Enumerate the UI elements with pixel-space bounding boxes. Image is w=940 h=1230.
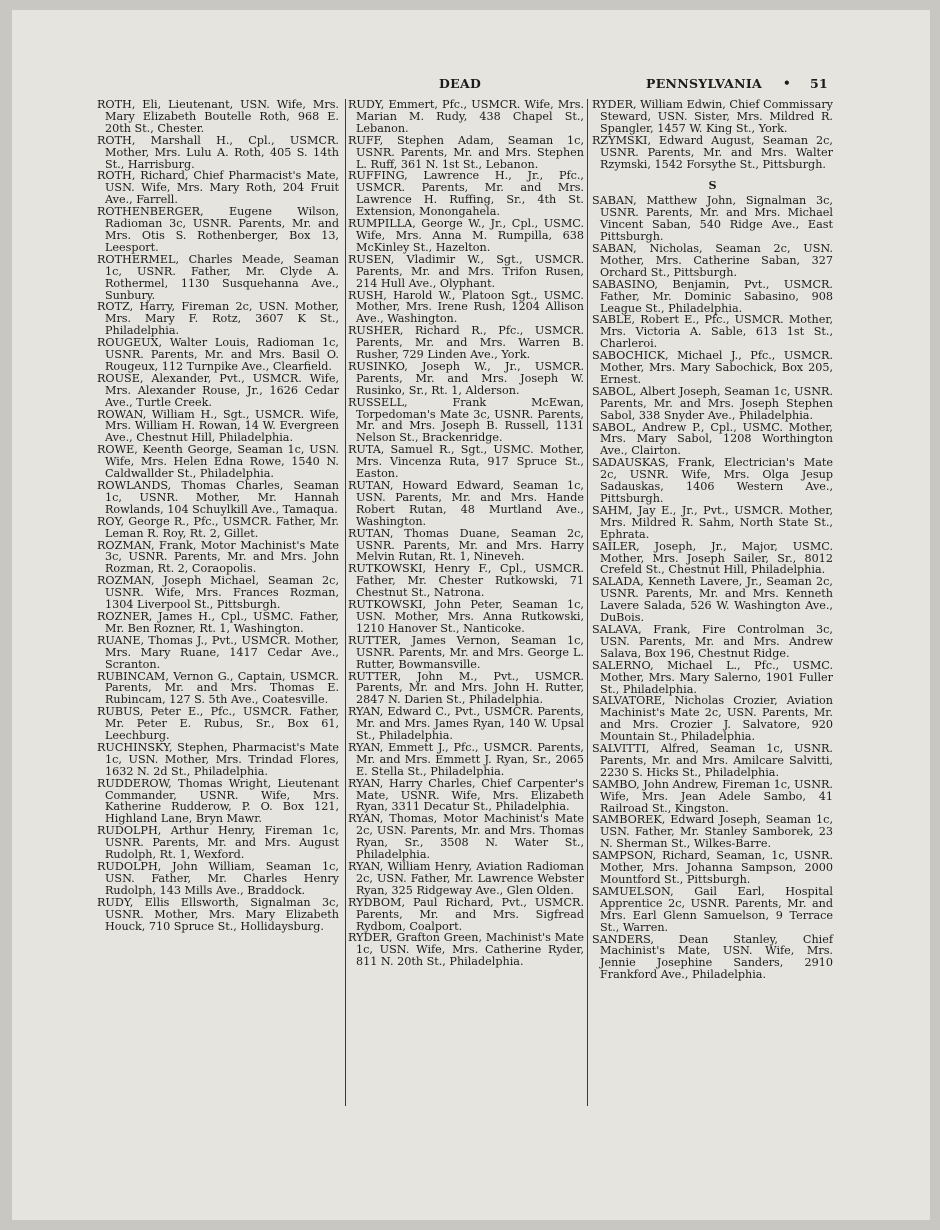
casualty-entry: SABAN, Nicholas, Seaman 2c, USN. Mother, Mrs. Catherine Saban, 327 Orchard St., Pittsburgh. xyxy=(592,241,833,279)
casualty-entry: ROTHENBERGER, Eugene Wilson, Radioman 3c, USNR. Parents, Mr. and Mrs. Otis S. Rothenberger, Box 13, Leesport. xyxy=(97,205,339,254)
casualty-entry: ROWAN, William H., Sgt., USMCR. Wife, Mrs. William H. Rowan, 14 W. Evergreen Ave., Chestnut Hill, Philadelphia. xyxy=(97,407,339,445)
casualty-entry: ROTZ, Harry, Fireman 2c, USN. Mother, Mrs. Mary F. Rotz, 3607 K St., Philadelphia. xyxy=(97,300,339,338)
casualty-entry: SABAN, Matthew John, Signalman 3c, USNR. Parents, Mr. and Mrs. Michael Vincent Saban, 540 Ridge Ave., East Pittsburgh. xyxy=(592,194,833,244)
casualty-entry: SAMBO, John Andrew, Fireman 1c, USNR. Wife, Mrs. Jean Adele Sambo, 41 Railroad St., Kingston. xyxy=(592,777,833,815)
casualty-entry: RUSSELL, Frank McEwan, Torpedoman's Mate 3c, USNR. Parents, Mr. and Mrs. Joseph B. Russell, 1131 Nelson St., Brackenridge. xyxy=(348,395,584,445)
casualty-entry: SANDERS, Dean Stanley, Chief Machinist's Mate, USN. Wife, Mrs. Jennie Josephine Sanders, 2910 Frankford Ave., Philadelphia. xyxy=(592,932,833,982)
casualty-entry: RUDDEROW, Thomas Wright, Lieutenant Commander, USNR. Wife, Mrs. Katherine Rudderow, P. O. Box 121, Highland Lane, Bryn Mawr. xyxy=(97,776,339,826)
page-number: 51 xyxy=(810,76,828,91)
casualty-entry: SABLE, Robert E., Pfc., USMCR. Mother, Mrs. Victoria A. Sable, 613 1st St., Charleroi. xyxy=(592,313,833,351)
casualty-entry: RUSH, Harold W., Platoon Sgt., USMC. Mother, Mrs. Irene Rush, 1204 Allison Ave., Washington. xyxy=(348,288,584,326)
casualty-entry: SABOL, Albert Joseph, Seaman 1c, USNR. Parents, Mr. and Mrs. Joseph Stephen Sabol, 338 Snyder Ave., Philadelphia. xyxy=(592,384,833,422)
casualty-entry: SABASINO, Benjamin, Pvt., USMCR. Father, Mr. Dominic Sabasino, 908 League St., Philadelphia. xyxy=(592,277,833,315)
casualty-entry: ROWE, Keenth George, Seaman 1c, USN. Wife, Mrs. Helen Edna Rowe, 1540 N. Caldwallder St., Philadelphia. xyxy=(97,443,339,481)
casualty-entry: RYDBOM, Paul Richard, Pvt., USMCR. Parents, Mr. and Mrs. Sigfread Rydbom, Coalport. xyxy=(348,895,584,933)
casualty-entry: SADAUSKAS, Frank, Electrician's Mate 2c, USNR. Wife, Mrs. Olga Jesup Sadauskas, 1406 Western Ave., Pittsburgh. xyxy=(592,456,833,505)
casualty-entry: RUDY, Emmert, Pfc., USMCR. Wife, Mrs. Marian M. Rudy, 438 Chapel St., Lebanon. xyxy=(348,98,584,135)
casualty-entry: RUTAN, Thomas Duane, Seaman 2c, USNR. Parents, Mr. and Mrs. Harry Melvin Rutan, Rt. 1, Nineveh. xyxy=(348,526,584,564)
casualty-entry: ROTH, Eli, Lieutenant, USN. Wife, Mrs. Mary Elizabeth Boutelle Roth, 968 E. 20th St., Chester. xyxy=(97,98,339,135)
casualty-entry: RUSHER, Richard R., Pfc., USMCR. Parents, Mr. and Mrs. Warren B. Rusher, 729 Linden Ave., York. xyxy=(348,324,584,362)
casualty-entry: RYDER, William Edwin, Chief Commissary Steward, USN. Sister, Mrs. Mildred R. Spangler, 1457 W. King St., York. xyxy=(592,98,833,135)
casualty-entry: ROTH, Marshall H., Cpl., USMCR. Mother, Mrs. Lulu A. Roth, 405 S. 14th St., Harrisburg. xyxy=(97,133,339,171)
casualty-entry: RUTTER, James Vernon, Seaman 1c, USNR. Parents, Mr. and Mrs. George L. Rutter, Bowmansville. xyxy=(348,633,584,671)
casualty-entry: RUFF, Stephen Adam, Seaman 1c, USNR. Parents, Mr. and Mrs. Stephen L. Ruff, 361 N. 1st St., Lebanon. xyxy=(348,133,584,171)
casualty-entry: RUDOLPH, Arthur Henry, Fireman 1c, USNR. Parents, Mr. and Mrs. August Rudolph, Rt. 1, Wexford. xyxy=(97,824,339,862)
section-heading: DEAD xyxy=(439,76,482,91)
casualty-entry: SAMPSON, Richard, Seaman, 1c, USNR. Mother, Mrs. Johanna Sampson, 2000 Mountford St., Pittsburgh. xyxy=(592,849,833,886)
casualty-entry: ROZMAN, Joseph Michael, Seaman 2c, USNR. Wife, Mrs. Frances Rozman, 1304 Liverpool St., Pittsburgh. xyxy=(97,574,339,612)
casualty-entry: ROUSE, Alexander, Pvt., USMCR. Wife, Mrs. Alexander Rouse, Jr., 1626 Cedar Ave., Turtle Creek. xyxy=(97,371,339,409)
casualty-entry: RYAN, William Henry, Aviation Radioman 2c, USN. Father, Mr. Lawrence Webster Ryan, 325 Ridgeway Ave., Glen Olden. xyxy=(348,860,584,897)
column-divider xyxy=(587,99,588,1106)
casualty-entry: RUBINCAM, Vernon G., Captain, USMCR. Parents, Mr. and Mrs. Thomas E. Rubincam, 127 S. 5th Ave., Coatesville. xyxy=(97,669,339,707)
casualty-entry: SALADA, Kenneth Lavere, Jr., Seaman 2c, USNR. Parents, Mr. and Mrs. Kenneth Lavere Salada, 526 W. Washington Ave., DuBois. xyxy=(592,575,833,625)
casualty-entry: ROUGEUX, Walter Louis, Radioman 1c, USNR. Parents, Mr. and Mrs. Basil O. Rougeux, 112 Turnpike Ave., Clearfield. xyxy=(97,336,339,373)
casualty-entry: SAILER, Joseph, Jr., Major, USMC. Mother, Mrs. Joseph Sailer, Sr., 8012 Crefeld St., Chestnut Hill, Philadelphia. xyxy=(592,539,833,577)
casualty-entry: RUDOLPH, John William, Seaman 1c, USN. Father, Mr. Charles Henry Rudolph, 143 Mills Ave., Braddock. xyxy=(97,860,339,897)
casualty-entry: RUTAN, Howard Edward, Seaman 1c, USN. Parents, Mr. and Mrs. Hande Robert Rutan, 48 Murtland Ave., Washington. xyxy=(348,479,584,528)
casualty-entry: SAMBOREK, Edward Joseph, Seaman 1c, USN. Father, Mr. Stanley Samborek, 23 N. Sherman St., Wilkes-Barre. xyxy=(592,813,833,851)
column-divider xyxy=(345,99,346,1106)
casualty-entry: RUTA, Samuel R., Sgt., USMC. Mother, Mrs. Vincenza Ruta, 917 Spruce St., Easton. xyxy=(348,443,584,481)
bullet-separator: • xyxy=(783,76,791,90)
casualty-entry: RZYMSKI, Edward August, Seaman 2c, USNR. Parents, Mr. and Mrs. Walter Rzymski, 1542 Forsythe St., Pittsburgh. xyxy=(592,133,833,171)
casualty-entry: ROZNER, James H., Cpl., USMC. Father, Mr. Ben Rozner, Rt. 1, Washington. xyxy=(97,609,339,635)
casualty-entry: RUANE, Thomas J., Pvt., USMCR. Mother, Mrs. Mary Ruane, 1417 Cedar Ave., Scranton. xyxy=(97,633,339,671)
casualty-entry: ROY, George R., Pfc., USMCR. Father, Mr. Leman R. Roy, Rt. 2, Gillet. xyxy=(97,514,339,540)
casualty-entry: ROZMAN, Frank, Motor Machinist's Mate 3c, USNR. Parents, Mr. and Mrs. John Rozman, Rt. 2, Coraopolis. xyxy=(97,538,339,576)
casualty-entry: RUTKOWSKI, Henry F., Cpl., USMCR. Father, Mr. Chester Rutkowski, 71 Chestnut St., Natrona. xyxy=(348,562,584,600)
casualty-entry: RUTTER, John M., Pvt., USMCR. Parents, Mr. and Mrs. John H. Rutter, 2847 N. Darien St., Philadelphia. xyxy=(348,669,584,707)
column-2 xyxy=(348,99,584,968)
casualty-entry: SALAVA, Frank, Fire Controlman 3c, USN. Parents, Mr. and Mrs. Andrew Salava, Box 196, Chestnut Ridge. xyxy=(592,622,833,660)
casualty-entry: RYAN, Thomas, Motor Machinist's Mate 2c, USN. Parents, Mr. and Mrs. Thomas Ryan, Sr., 3508 N. Water St., Philadelphia. xyxy=(348,812,584,862)
casualty-entry: ROTHERMEL, Charles Meade, Seaman 1c, USNR. Father, Mr. Clyde A. Rothermel, 1130 Susquehanna Ave., Sunbury. xyxy=(97,252,339,302)
state-heading: PENNSYLVANIA xyxy=(646,76,763,91)
column-3-bottom xyxy=(592,195,833,981)
casualty-entry: RUFFING, Lawrence H., Jr., Pfc., USMCR. Parents, Mr. and Mrs. Lawrence H. Ruffing, Sr., 4th St. Extension, Monongahela. xyxy=(348,169,584,219)
column-3-top xyxy=(592,99,833,170)
casualty-entry: RUCHINSKY, Stephen, Pharmacist's Mate 1c, USN. Mother, Mrs. Trindad Flores, 1632 N. 2d St., Philadelphia. xyxy=(97,740,339,778)
casualty-entry: SALVATORE, Nicholas Crozier, Aviation Machinist's Mate 2c, USN. Parents, Mr. and Mrs. Crozier J. Salvatore, 920 Mountain St., Philadelphia. xyxy=(592,694,833,744)
casualty-entry: RYAN, Emmett J., Pfc., USMCR. Parents, Mr. and Mrs. Emmett J. Ryan, Sr., 2065 E. Stella St., Philadelphia. xyxy=(348,740,584,778)
casualty-entry: SAMUELSON, Gail Earl, Hospital Apprentice 2c, USNR. Parents, Mr. and Mrs. Earl Glenn Samuelson, 9 Terrace St., Warren. xyxy=(592,884,833,934)
casualty-entry: SALERNO, Michael L., Pfc., USMC. Mother, Mrs. Mary Salerno, 1901 Fuller St., Philadelphia. xyxy=(592,658,833,696)
casualty-entry: SABOCHICK, Michael J., Pfc., USMCR. Mother, Mrs. Mary Sabochick, Box 205, Ernest. xyxy=(592,349,833,386)
casualty-entry: RUBUS, Peter E., Pfc., USMCR. Father, Mr. Peter E. Rubus, Sr., Box 61, Leechburg. xyxy=(97,705,339,743)
casualty-entry: RUDY, Ellis Ellsworth, Signalman 3c, USNR. Mother, Mrs. Mary Elizabeth Houck, 710 Spruce St., Hollidaysburg. xyxy=(97,895,339,933)
casualty-entry: RYAN, Harry Charles, Chief Carpenter's Mate, USNR. Wife, Mrs. Elizabeth Ryan, 3311 Decatur St., Philadelphia. xyxy=(348,776,584,814)
casualty-entry: RYAN, Edward C., Pvt., USMCR. Parents, Mr. and Mrs. James Ryan, 140 W. Upsal St., Philadelphia. xyxy=(348,705,584,743)
section-letter: S xyxy=(708,178,717,193)
casualty-entry: SALVITTI, Alfred, Seaman 1c, USNR. Parents, Mr. and Mrs. Amilcare Salvitti, 2230 S. Hicks St., Philadelphia. xyxy=(592,742,833,779)
casualty-entry: RUSINKO, Joseph W., Jr., USMCR. Parents, Mr. and Mrs. Joseph W. Rusinko, Sr., Rt. 1, Alderson. xyxy=(348,359,584,397)
casualty-entry: SAHM, Jay E., Jr., Pvt., USMCR. Mother, Mrs. Mildred R. Sahm, North State St., Ephrata. xyxy=(592,503,833,541)
casualty-entry: RUSEN, Vladimir W., Sgt., USMCR. Parents, Mr. and Mrs. Trifon Rusen, 214 Hull Ave., Olyphant. xyxy=(348,252,584,290)
column-3 xyxy=(592,99,833,981)
page-sheet xyxy=(12,10,930,1220)
casualty-entry: RUMPILLA, George W., Jr., Cpl., USMC. Wife, Mrs. Anna M. Rumpilla, 638 McKinley St., Hazelton. xyxy=(348,217,584,254)
casualty-entry: ROTH, Richard, Chief Pharmacist's Mate, USN. Wife, Mrs. Mary Roth, 204 Fruit Ave., Farrell. xyxy=(97,169,339,207)
casualty-entry: ROWLANDS, Thomas Charles, Seaman 1c, USNR. Mother, Mr. Hannah Rowlands, 104 Schuylkill Ave., Tamaqua. xyxy=(97,479,339,516)
casualty-entry: RYDER, Grafton Green, Machinist's Mate 1c, USN. Wife, Mrs. Catherine Ryder, 811 N. 20th St., Philadelphia. xyxy=(348,931,584,969)
column-1 xyxy=(97,99,339,932)
casualty-entry: RUTKOWSKI, John Peter, Seaman 1c, USN. Mother, Mrs. Anna Rutkowski, 1210 Hanover St., Nanticoke. xyxy=(348,598,584,635)
casualty-entry: SABOL, Andrew P., Cpl., USMC. Mother, Mrs. Mary Sabol, 1208 Worthington Ave., Clairton. xyxy=(592,420,833,458)
